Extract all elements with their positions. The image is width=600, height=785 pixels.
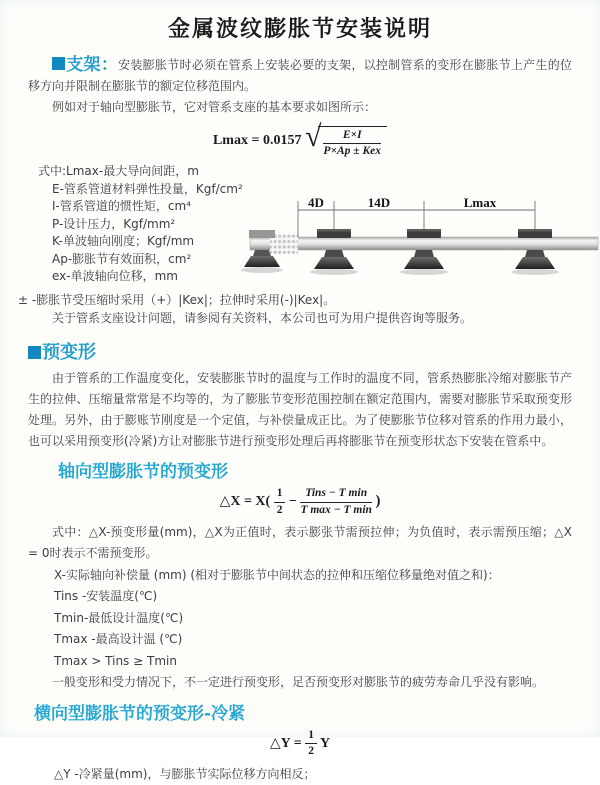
variable-line: 式中:Lmax-最大导向间距，m (38, 164, 199, 179)
sqrt-expression (304, 120, 387, 158)
formula-lmax-lhs: Lmax = 0.0157 (212, 132, 302, 148)
section-bullet-icon (28, 346, 41, 359)
formula-dy-lhs: △Y = (269, 735, 302, 751)
support-intro-text: 安装膨胀节时必须在管系上安装必要的支架，以控制管系的变形在膨胀节上产生的位移方向并限制在膨胀节的额定位移范围内。 (28, 58, 572, 93)
guide-support (511, 229, 559, 275)
fraction-numerator: 1 (274, 487, 286, 502)
fraction-numerator: Tins − T min (300, 487, 372, 502)
variable-line: I-管系管道的惯性矩，cm⁴ (52, 199, 191, 214)
formula-delta-x (28, 487, 572, 516)
variable-line: ex-单波轴向位移，mm (52, 269, 178, 284)
minus-sign: − (288, 494, 297, 510)
variable-line: K-单波轴向刚度；Kgf/mm (52, 234, 195, 249)
dim-label-14d: 14D (367, 195, 391, 210)
axial-subheading: 轴向型膨胀节的预变形 (58, 462, 228, 483)
fraction (323, 129, 381, 158)
fraction-half (305, 729, 317, 758)
support-example-text: 例如对于轴向型膨胀节，它对管系支座的基本要求如图所示： (52, 100, 377, 114)
closing-paren: ) (375, 493, 381, 510)
axial-line: Tins -安装温度(℃) (54, 589, 158, 604)
section-predeform-heading-row (28, 338, 572, 364)
axial-line: Tmax -最高设计温 (℃) (54, 632, 183, 647)
formula-dy-rhs: Y (319, 735, 331, 751)
formula-dx-lhs: △X = X( (219, 494, 271, 510)
section-support-heading: 支架： (66, 55, 119, 75)
section-bullet-icon (52, 57, 65, 70)
axial-line: Tmax > Tins ≥ Tmin (54, 653, 177, 668)
pipe (250, 237, 598, 250)
axial-explain-text: 式中：△X-预变形量(mm)，△X为正值时，表示膨张节需预拉伸；为负值时，表示需预压缩；△X = 0时表示不需预变形。 (28, 524, 572, 561)
variable-line: P-设计压力，Kgf/mm² (52, 216, 176, 231)
pipe-support-diagram-svg (250, 196, 598, 292)
pipe-support-diagram (250, 196, 598, 292)
axial-line: X-实际轴向补偿量 (mm) (相对于膨胀节中间状态的拉伸和压缩位移量绝对值之和)： (54, 567, 500, 582)
dim-label-lmax: Lmax (463, 195, 497, 210)
axial-explanation (28, 522, 572, 694)
variable-line: Ap-膨胀节有效面积，cm² (52, 251, 192, 266)
service-note: 关于管系支座设计问题，请参阅有关资料，本公司也可为用户提供咨询等服务。 (52, 311, 473, 326)
formula-delta-y (28, 729, 572, 758)
dim-label-4d: 4D (308, 195, 324, 210)
fraction-denominator: 2 (308, 745, 314, 758)
fraction-numerator: 1 (305, 729, 317, 744)
fraction-temperature (300, 487, 372, 516)
lateral-note: △Y -冷紧量(mm)，与膨胀节实际位移方向相反； (54, 767, 316, 782)
guide-support (310, 229, 358, 275)
fraction-denominator: T max − T min (300, 503, 372, 516)
sqrt-radicand (318, 126, 387, 158)
fraction-numerator: E×I (323, 129, 381, 144)
lateral-subheading: 横向型膨胀节的预变形-冷紧 (34, 703, 246, 724)
fraction-denominator: P×Ap ± Kex (323, 145, 382, 158)
fraction-half (274, 487, 286, 516)
axial-closing-text: 一般变形和受力情况下，不一定进行预变形，足否预变形对膨胀节的疲劳寿命几乎没有影响。 (52, 675, 545, 690)
variable-line: E-管系管道材料弹性投量，Kgf/cm² (52, 181, 243, 196)
plus-minus-note: ± -膨胀节受压缩时采用（+）|Kex|；拉伸时采用(-)|Kex|。 (18, 293, 336, 308)
support-intro-paragraph (28, 55, 572, 97)
fraction-denominator: 2 (276, 503, 283, 516)
predeform-paragraph: 由于管系的工作温度变化，安装膨胀节时的温度与工作时的温度不同，管系热膨胀冷缩对膨胀节产生的拉伸、压缩量常常是不均等的，为了膨胀节变形范围控制在额定范围内，需要对膨胀节采取预变形处理。另外，由于膨账节刚度是一个定值，与补偿量成正比。为了使膨胀节位移对管系的作用力最小，也可以采用预变形(冷紧)方让对膨胀节进行预变形处理后再将膨胀节在预变形状态下安装在管系中。 (28, 371, 572, 449)
section-predeform-heading: 预变形 (42, 342, 96, 364)
sqrt-symbol: √ (304, 120, 322, 153)
page-title: 金属波纹膨胀节安装说明 (167, 17, 432, 42)
formula-lmax (28, 120, 572, 158)
axial-line: Tmin-最低设计温度(℃) (54, 610, 184, 625)
guide-support (400, 229, 448, 275)
